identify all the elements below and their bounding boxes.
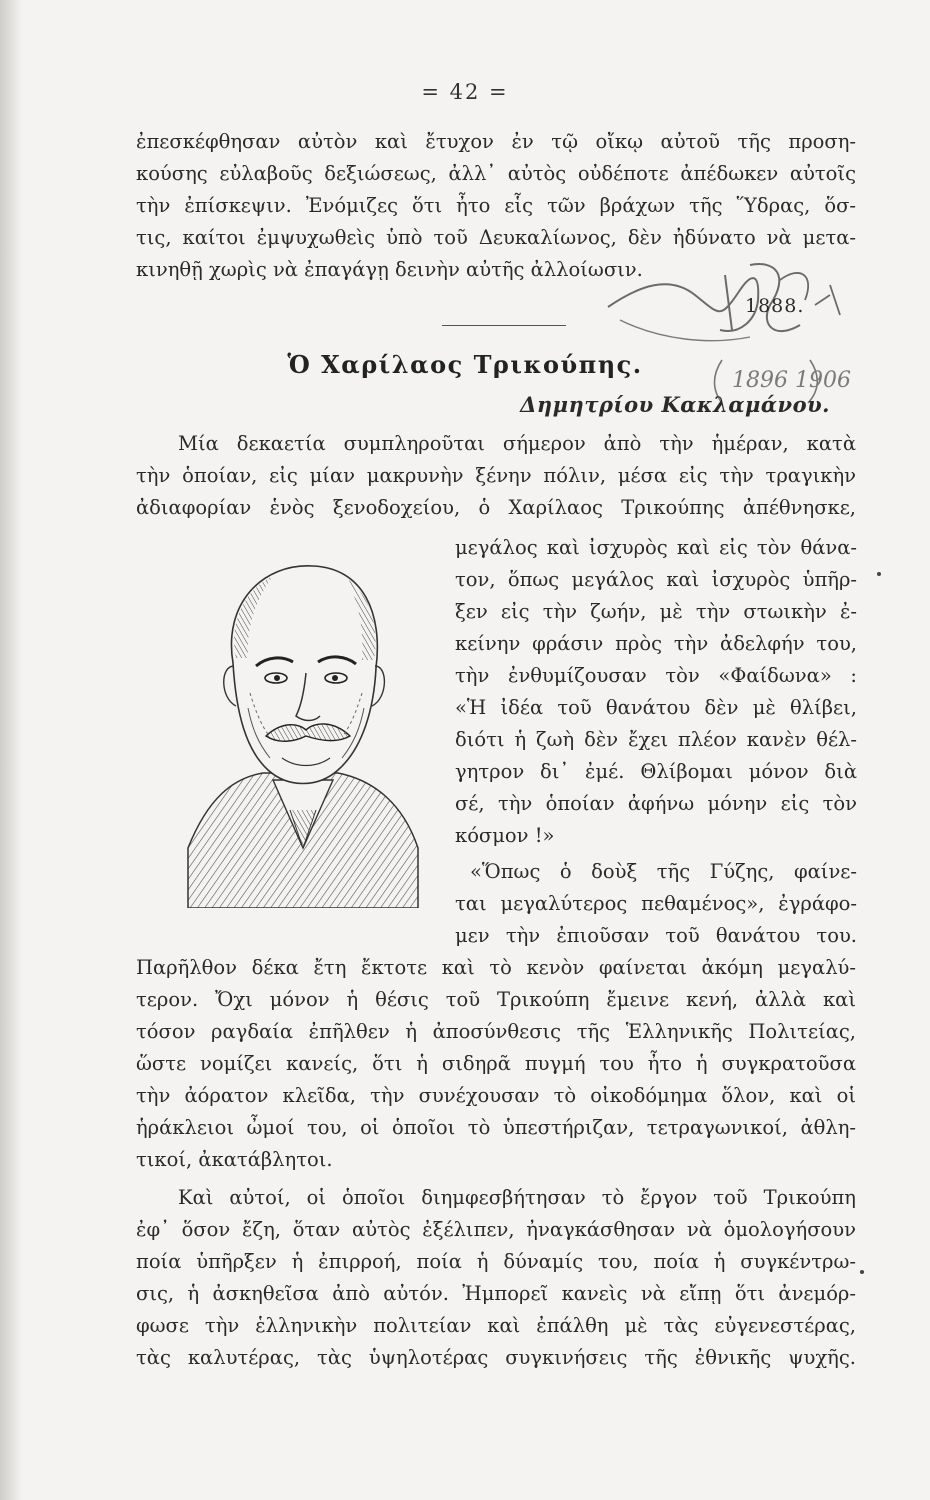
text-line: τὰς καλυτέρας, τὰς ὑψηλοτέρας συγκινήσεις τῆς ἐθνικῆς ψυχῆς. [136, 1346, 856, 1369]
text-line: ὥστε νομίζει κανείς, ὅτι ἡ σιδηρᾶ πυγμή του ἦτο ἡ συγκρατοῦσα [136, 1052, 856, 1075]
text-line: ποία ὑπῆρξεν ἡ ἐπιρροή, ποία ἡ δύναμίς του, ποία ἡ συγκέντρω- [136, 1250, 856, 1273]
text-line: ἐφ᾽ ὅσον ἔζη, ὅταν αὐτὸς ἐξέλιπεν, ἠναγκάσθησαν νὰ ὁμολογήσουν [136, 1218, 856, 1241]
text-line: σις, ἡ ἀσκηθεῖσα ἀπὸ αὐτόν. Ἠμπορεῖ κανεὶς νὰ εἴπῃ ὅτι ἀνεμόρ- [136, 1282, 856, 1305]
text-line: ἀδιαφορίαν ἑνὸς ξενοδοχείου, ὁ Χαρίλαος Τρικούπης ἀπέθνησκε, [136, 496, 856, 519]
ink-dot [877, 572, 881, 576]
text-line: τον, ὅπως μεγάλος καὶ ἰσχυρὸς ὑπῆρ- [455, 568, 857, 591]
text-line: φωσε τὴν ἑλληνικὴν πολιτείαν καὶ ἐπάλθη μὲ τὰς εὐγενεστέρας, [136, 1314, 856, 1337]
margin-note-text: 1896 1906 [732, 368, 851, 393]
text-line: κούσης εὐλαβοῦς δεξιώσεως, ἀλλ᾽ αὐτὸς οὐδέποτε ἀπέδωκεν αὐτοῖς [136, 162, 856, 185]
text-line: σέ, τὴν ὁποίαν ἀφήνω μόνην εἰς τὸν [455, 792, 857, 815]
text-line: ται μεγαλύτερος πεθαμένος», ἐγράφο- [455, 892, 857, 915]
essay-title: Ὁ Χαρίλαος Τρικούπης. [287, 350, 643, 379]
text-line: τὴν ἐπίσκεψιν. Ἐνόμιζες ὅτι ἦτο εἷς τῶν βράχων τῆς Ὕδρας, ὅσ- [136, 194, 856, 217]
text-line: Καὶ αὐτοί, οἱ ὁποῖοι διημφεσβήτησαν τὸ ἔργον τοῦ Τρικούπη [178, 1186, 856, 1209]
text-line: τόσον ραγδαία ἐπῆλθεν ἡ ἀποσύνθεσις τῆς Ἑλληνικῆς Πολιτείας, [136, 1020, 856, 1043]
text-line: Μία δεκαετία συμπληροῦται σήμερον ἀπὸ τὴν ἡμέραν, κατὰ [178, 432, 856, 455]
ink-dot [860, 1270, 864, 1274]
section-divider [442, 325, 566, 326]
handwritten-signature [600, 245, 850, 355]
text-line: κινηθῇ χωρὶς νὰ ἐπαγάγῃ δεινὴν αὐτῆς ἀλλοίωσιν. [136, 258, 643, 281]
text-line: τὴν ἐνθυμίζουσαν τὸν «Φαίδωνα» : [455, 664, 857, 687]
text-line: τικοί, ἀκατάβλητοι. [136, 1148, 333, 1171]
portrait-engraving [178, 548, 428, 908]
text-line: τὴν ἀόρατον κλεῖδα, τὴν συνέχουσαν τὸ οἰκοδόμημα ὅλον, καὶ οἱ [136, 1084, 856, 1107]
text-line: τὴν ὁποίαν, εἰς μίαν μακρυνὴν ξένην πόλιν, μέσα εἰς τὴν τραγικὴν [136, 464, 856, 487]
text-line: κείνην φράσιν πρὸς τὴν ἀδελφήν του, [455, 632, 857, 655]
text-line: τερον. Ὄχι μόνον ἡ θέσις τοῦ Τρικούπη ἔμεινε κενή, ἀλλὰ καὶ [136, 988, 856, 1011]
text-line: μεν τὴν ἐπιοῦσαν τοῦ θανάτου του. [455, 924, 857, 947]
text-line: ἡράκλειοι ὦμοί του, οἱ ὁποῖοι τὸ ὑπεστήριζαν, τετραγωνικοί, ἀθλη- [136, 1116, 856, 1139]
text-line: γητρον δι᾽ ἐμέ. Θλίβομαι μόνον διὰ [455, 760, 857, 783]
text-line: ἐπεσκέφθησαν αὐτὸν καὶ ἔτυχον ἐν τῷ οἴκῳ αὐτοῦ τῆς προση- [136, 130, 856, 153]
page-number: = 42 = [421, 80, 509, 104]
year-date: 1888. [745, 295, 805, 317]
text-line: ξεν εἰς τὴν ζωήν, μὲ τὴν στωικὴν ἐ- [455, 600, 857, 623]
essay-author: Δημητρίου Κακλαμάνου. [520, 392, 830, 417]
text-line: διότι ἡ ζωὴ δὲν ἔχει πλέον κανὲν θέλ- [455, 728, 857, 751]
text-line: τις, καίτοι ἐμψυχωθεὶς ὑπὸ τοῦ Δευκαλίωνος, δὲν ἠδύνατο νὰ μετα- [136, 226, 856, 249]
text-line: Παρῆλθον δέκα ἔτη ἔκτοτε καὶ τὸ κενὸν φαίνεται ἀκόμη μεγαλύ- [136, 956, 856, 979]
text-line: μεγάλος καὶ ἰσχυρὸς καὶ εἰς τὸν θάνα- [455, 536, 857, 559]
text-line: «Ὅπως ὁ δοὺξ τῆς Γύζης, φαίνε- [470, 860, 857, 883]
text-line: «Ἡ ἰδέα τοῦ θανάτου δὲν μὲ θλίβει, [455, 696, 857, 719]
text-line: κόσμον !» [455, 824, 555, 847]
